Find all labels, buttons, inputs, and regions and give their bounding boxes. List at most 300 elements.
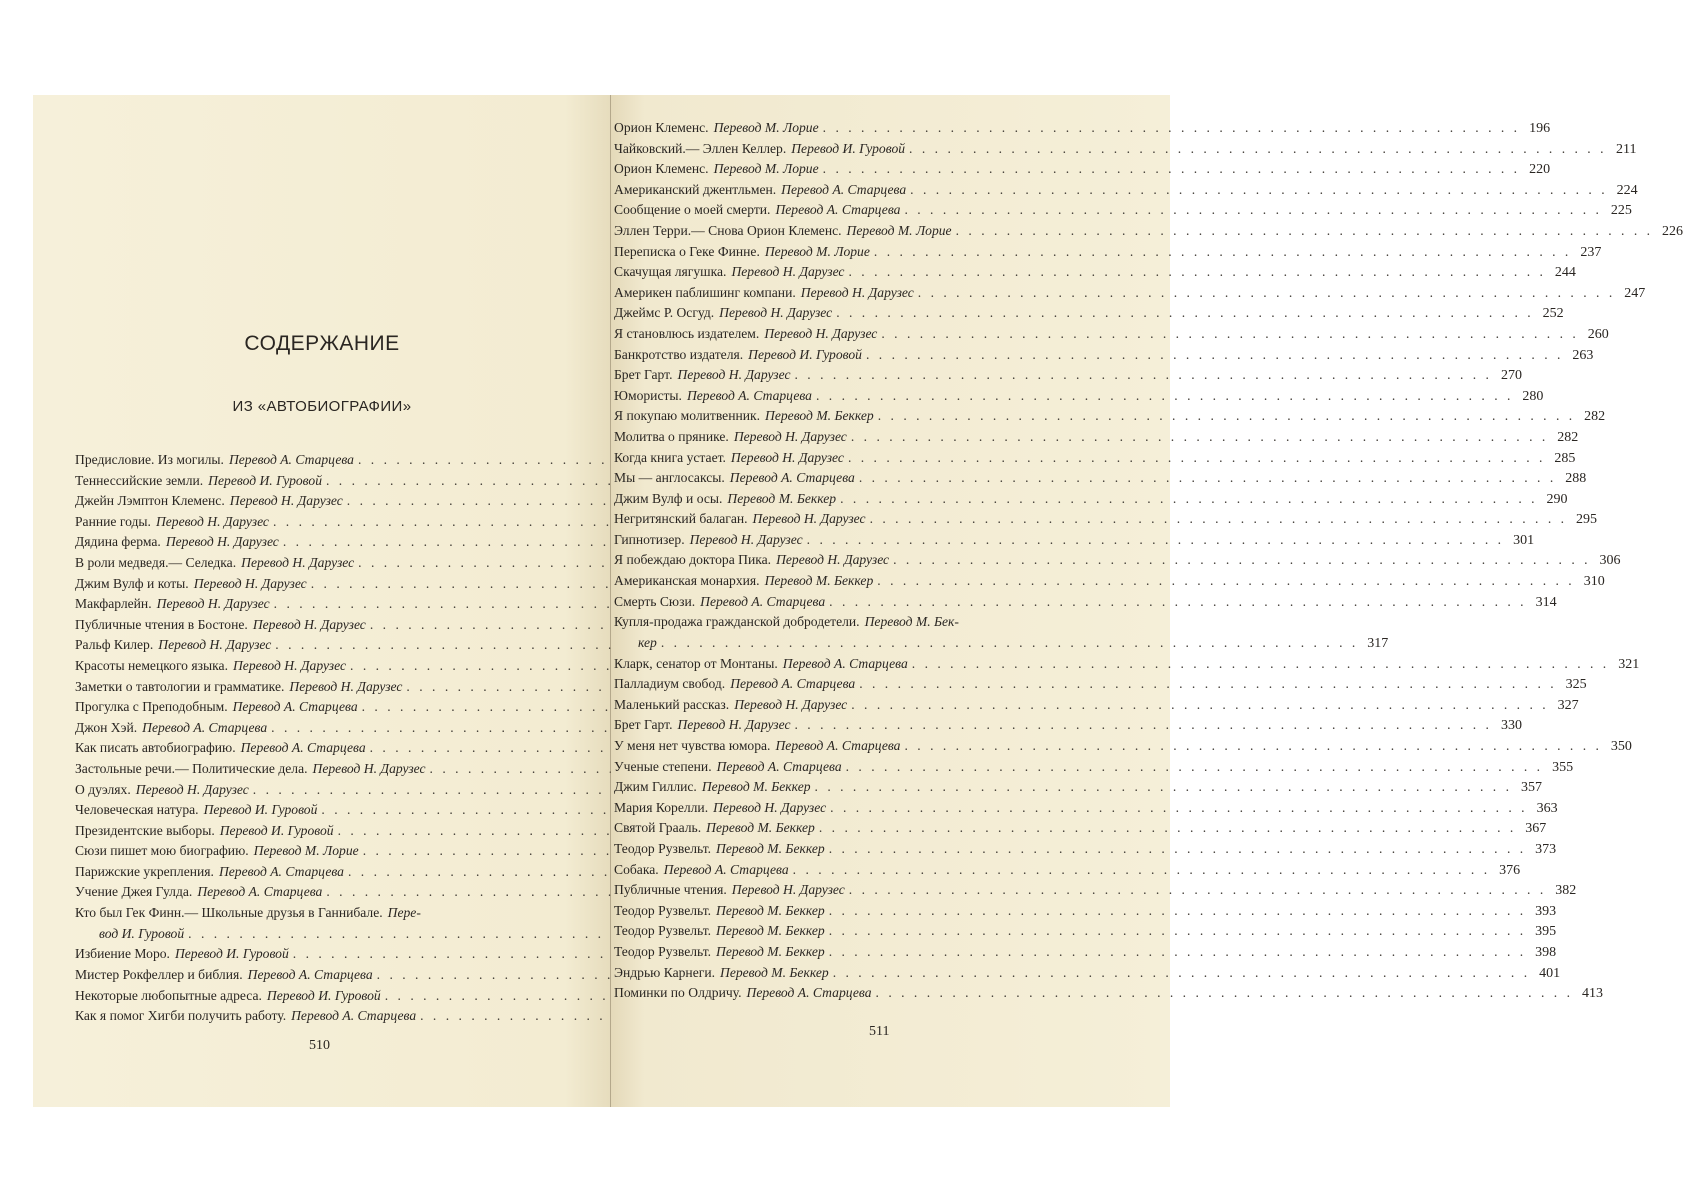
entry-title: Заметки о тавтологии и грамматике. <box>75 678 285 694</box>
entry-translator: Перевод Н. Дарузес <box>719 305 833 321</box>
leader-dots <box>846 759 1543 775</box>
toc-entry[interactable] <box>614 346 1594 368</box>
entry-translator: Перевод А. Старцева <box>746 985 872 1001</box>
toc-entry[interactable] <box>614 511 1598 532</box>
entry-page: 282 <box>1557 429 1579 445</box>
entry-title: Красоты немецкого языка. <box>75 657 228 673</box>
entry-page: 260 <box>1587 326 1609 342</box>
entry-translator: Перевод А. Старцева <box>240 740 366 756</box>
entry-translator: Перевод А. Старцева <box>730 676 856 692</box>
entry-page: 314 <box>1535 594 1557 610</box>
entry-page: 395 <box>1535 924 1557 940</box>
toc-entry[interactable] <box>614 655 1640 677</box>
leader-dots <box>870 511 1567 527</box>
entry-title: Смерть Сюзи. <box>614 593 696 609</box>
contents-title: СОДЕРЖАНИЕ <box>244 332 400 355</box>
leader-dots <box>830 800 1527 816</box>
toc-entry[interactable] <box>614 367 1522 388</box>
entry-page: 237 <box>1580 244 1602 260</box>
toc-entry[interactable] <box>75 596 595 617</box>
entry-title: Теннессийские земли. <box>75 472 204 488</box>
entry-title: Теодор Рузвельт. <box>614 923 712 939</box>
toc-list-left <box>75 452 595 1029</box>
entry-title: Американский джентльмен. <box>614 181 777 197</box>
entry-translator: Перевод Н. Дарузес <box>165 534 279 550</box>
entry-title: Брет Гарт. <box>614 717 673 733</box>
entry-page: 355 <box>1552 759 1574 775</box>
toc-entry[interactable] <box>75 967 595 988</box>
toc-entry[interactable] <box>614 738 1632 759</box>
entry-page: 295 <box>1576 512 1598 528</box>
entry-translator: Перевод М. Лорие <box>253 843 359 859</box>
toc-entry[interactable] <box>75 988 595 1009</box>
entry-page: 317 <box>1367 635 1389 651</box>
entry-translator: Перевод А. Старцева <box>775 738 901 754</box>
entry-title: Мистер Рокфеллер и библия. <box>75 967 243 983</box>
entry-title: Мы — англосаксы. <box>614 470 725 486</box>
toc-entry[interactable] <box>75 1008 595 1029</box>
leader-dots <box>807 532 1504 548</box>
toc-entry[interactable] <box>75 679 595 700</box>
entry-page: 393 <box>1535 903 1557 919</box>
entry-title: Учение Джея Гулда. <box>75 884 193 900</box>
leader-dots <box>829 594 1526 610</box>
entry-translator: Перевод А. Старцева <box>700 593 826 609</box>
leader-dots <box>910 182 1607 198</box>
entry-page: 290 <box>1546 491 1568 507</box>
entry-title: Кто был Гек Финн.— Школьные друзья в Ганнибале. <box>75 905 383 921</box>
entry-page: 285 <box>1554 450 1576 466</box>
toc-entry[interactable] <box>614 408 1606 429</box>
entry-title: В роли медведя.— Селедка. <box>75 554 237 570</box>
entry-title: Кларк, сенатор от Монтаны. <box>614 655 778 671</box>
entry-page: 327 <box>1557 697 1579 713</box>
leader-dots <box>836 305 1533 321</box>
entry-translator: Перевод М. Беккер <box>764 573 874 589</box>
entry-translator: Перевод А. Старцева <box>197 884 323 900</box>
entry-translator: Перевод М. Беккер <box>716 923 825 939</box>
toc-entry[interactable] <box>614 140 1637 162</box>
toc-entry[interactable] <box>75 946 595 967</box>
entry-title: Я становлюсь издателем. <box>614 325 760 341</box>
entry-page: 226 <box>1662 223 1683 239</box>
leader-dots <box>956 223 1653 239</box>
entry-translator: Перевод Н. Дарузес <box>689 531 803 547</box>
entry-page: 325 <box>1565 677 1587 693</box>
toc-entry[interactable] <box>614 120 1551 141</box>
entry-translator: Перевод И. Гуровой <box>748 346 862 362</box>
entry-translator: Перевод Н. Дарузес <box>193 575 307 591</box>
entry-page: 330 <box>1500 718 1522 734</box>
entry-title: Сообщение о моей смерти. <box>614 202 771 218</box>
entry-page: 263 <box>1572 347 1594 363</box>
entry-title: Макфарлейн. <box>75 596 152 612</box>
entry-title: Некоторые любопытные адреса. <box>75 987 262 1003</box>
toc-entry[interactable] <box>614 325 1609 347</box>
entry-translator: Перевод М. Беккер <box>701 779 811 795</box>
entry-translator: Перевод Н. Дарузес <box>229 493 343 509</box>
toc-entry[interactable] <box>75 699 595 720</box>
entry-translator: Перевод А. Старцева <box>142 719 268 735</box>
entry-title: У меня нет чувства юмора. <box>614 738 771 754</box>
toc-entry[interactable] <box>614 758 1574 780</box>
entry-translator: Перевод А. Старцева <box>663 861 789 877</box>
entry-translator: Перевод Н. Дарузес <box>776 552 890 568</box>
right-page <box>611 95 1683 1107</box>
toc-entry[interactable] <box>614 614 1389 655</box>
entry-title: Теодор Рузвельт. <box>614 943 712 959</box>
leader-dots <box>904 738 1601 754</box>
entry-title: Палладиум свобод. <box>614 676 726 692</box>
entry-page: 247 <box>1624 285 1646 301</box>
entry-translator: Перевод М. Беккер <box>716 943 825 959</box>
entry-page: 363 <box>1536 800 1558 816</box>
entry-translator-cont: кер <box>638 634 657 650</box>
entry-page: 225 <box>1610 203 1632 219</box>
entry-title: Американская монархия. <box>614 573 760 589</box>
entry-translator: Перевод И. Гуровой <box>203 802 318 818</box>
toc-entry[interactable] <box>614 593 1557 615</box>
entry-title: Как писать автобиографию. <box>75 740 236 756</box>
toc-entry[interactable] <box>75 884 595 905</box>
entry-page: 398 <box>1535 944 1557 960</box>
leader-dots <box>829 841 1526 857</box>
entry-translator: Перевод М. Беккер <box>720 964 829 980</box>
entry-title: Я покупаю молитвенник. <box>614 408 761 424</box>
leader-dots <box>859 676 1556 692</box>
entry-title: Застольные речи.— Политические дела. <box>75 760 308 776</box>
leader-dots <box>881 326 1578 342</box>
toc-entry[interactable] <box>614 264 1576 285</box>
entry-title: Эллен Терри.— Снова Орион Клеменс. <box>614 222 842 238</box>
entry-page: 367 <box>1525 821 1547 837</box>
leader-dots <box>849 882 1546 898</box>
leader-dots <box>866 347 1563 363</box>
entry-page: 288 <box>1565 471 1587 487</box>
toc-entry[interactable] <box>614 552 1621 573</box>
entry-title: Публичные чтения. <box>614 882 727 898</box>
entry-page: 350 <box>1610 739 1632 755</box>
leader-dots <box>819 820 1516 836</box>
entry-page: 220 <box>1529 162 1551 178</box>
entry-title: Негритянский балаган. <box>614 511 748 527</box>
entry-title: Я побеждаю доктора Пика. <box>614 552 772 568</box>
entry-translator: Перевод И. Гуровой <box>266 987 381 1003</box>
entry-title: Джим Вулф и коты. <box>75 575 189 591</box>
toc-entry[interactable] <box>614 861 1521 883</box>
leader-dots <box>833 965 1530 981</box>
leader-dots <box>851 429 1548 445</box>
entry-translator: Перевод М. Лорие <box>846 222 952 238</box>
toc-entry[interactable] <box>75 452 595 473</box>
entry-title: Скачущая лягушка. <box>614 264 727 280</box>
entry-page: 282 <box>1584 409 1606 425</box>
entry-translator: Перевод А. Старцева <box>291 1008 417 1024</box>
toc-entry[interactable] <box>614 387 1544 409</box>
entry-translator: Перевод А. Старцева <box>729 470 855 486</box>
leader-dots <box>829 903 1526 919</box>
entry-page: 280 <box>1522 388 1544 404</box>
entry-translator: Перевод Н. Дарузес <box>158 637 272 653</box>
toc-entry[interactable] <box>614 985 1603 1006</box>
entry-translator: Перевод А. Старцева <box>716 758 842 774</box>
entry-translator: Перевод Н. Дарузес <box>764 325 878 341</box>
entry-title: Гипнотизер. <box>614 531 685 547</box>
toc-entry[interactable] <box>75 473 595 494</box>
entry-title: Ранние годы. <box>75 513 151 529</box>
toc-entry[interactable] <box>614 820 1547 841</box>
leader-dots <box>795 717 1492 733</box>
toc-entry[interactable] <box>614 222 1683 244</box>
entry-translator: Перевод М. Бек- <box>864 614 959 630</box>
toc-entry[interactable] <box>75 843 595 864</box>
entry-translator: Перевод Н. Дарузес <box>155 513 269 529</box>
entry-title: Джон Хэй. <box>75 719 138 735</box>
toc-entry[interactable] <box>614 882 1577 903</box>
toc-entry[interactable] <box>75 740 595 761</box>
leader-dots <box>874 244 1571 260</box>
toc-entry[interactable] <box>614 799 1558 821</box>
entry-title: Сюзи пишет мою биографию. <box>75 843 249 859</box>
entry-translator: Перевод Н. Дарузес <box>252 616 366 632</box>
toc-entry[interactable] <box>75 617 595 638</box>
entry-page: 413 <box>1581 986 1603 1002</box>
entry-translator: Перевод А. Старцева <box>775 202 901 218</box>
entry-page: 224 <box>1616 182 1638 198</box>
page-number-left: 510 <box>309 1038 330 1053</box>
entry-translator: Перевод И. Гуровой <box>208 472 322 488</box>
leader-dots <box>840 491 1537 507</box>
entry-title: Орион Клеменс. <box>614 120 709 135</box>
entry-translator: Перевод Н. Дарузес <box>752 511 866 527</box>
entry-title: Джейн Лэмптон Клеменс. <box>75 493 225 509</box>
leader-dots <box>909 141 1606 157</box>
toc-entry[interactable] <box>614 717 1522 738</box>
entry-translator: Перевод А. Старцева <box>781 181 907 197</box>
entry-translator: Перевод Н. Дарузес <box>135 781 249 797</box>
toc-entry[interactable] <box>75 514 595 535</box>
toc-entry[interactable] <box>75 720 595 741</box>
entry-translator: Перевод Н. Дарузес <box>677 367 791 383</box>
entry-translator: Перевод Н. Дарузес <box>731 264 845 280</box>
entry-title: Теодор Рузвельт. <box>614 902 712 918</box>
entry-title: Избиение Моро. <box>75 946 170 962</box>
leader-dots <box>795 367 1492 383</box>
entry-page: 373 <box>1535 841 1557 857</box>
entry-title: О дуэлях. <box>75 781 131 797</box>
leader-dots <box>893 552 1590 568</box>
entry-translator: Перевод И. Гуровой <box>791 140 906 156</box>
entry-translator: Перевод Н. Дарузес <box>312 760 426 776</box>
page-number-right: 511 <box>869 1024 890 1039</box>
entry-translator: Перевод Н. Дарузес <box>241 554 355 570</box>
entry-title: Когда книга устает. <box>614 449 726 465</box>
entry-title: Парижские укрепления. <box>75 863 214 879</box>
entry-title: Эндрью Карнеги. <box>614 964 715 980</box>
leader-dots <box>829 923 1526 939</box>
toc-entry[interactable] <box>614 676 1587 697</box>
entry-page: 252 <box>1542 306 1564 322</box>
toc-entry[interactable] <box>75 576 595 597</box>
entry-translator: Перевод И. Гуровой <box>219 822 334 838</box>
entry-title: Юмористы. <box>614 387 682 403</box>
entry-translator: Перевод М. Беккер <box>716 902 825 918</box>
toc-entry[interactable] <box>614 284 1646 306</box>
entry-title: Джеймс Р. Осгуд. <box>614 305 715 321</box>
entry-title: Джим Гиллис. <box>614 779 697 795</box>
entry-title: Ученые степени. <box>614 758 712 774</box>
toc-entry[interactable] <box>614 964 1561 986</box>
leader-dots <box>912 656 1609 672</box>
entry-translator: Перевод Н. Дарузес <box>734 696 848 712</box>
section-title: ИЗ «АВТОБИОГРАФИИ» <box>232 398 412 415</box>
entry-translator: Перевод А. Старцева <box>247 967 373 983</box>
entry-translator: Перевод Н. Дарузес <box>713 799 827 815</box>
entry-page: 401 <box>1539 965 1561 981</box>
toc-entry[interactable] <box>75 658 595 679</box>
toc-entry[interactable] <box>614 902 1557 924</box>
entry-title: Собака. <box>614 861 659 877</box>
left-page <box>33 95 611 1107</box>
entry-title: Орион Клеменс. <box>614 161 709 177</box>
toc-entry[interactable] <box>75 823 595 844</box>
toc-entry[interactable] <box>614 840 1557 862</box>
toc-entry[interactable] <box>614 696 1579 718</box>
entry-translator: Перевод А. Старцева <box>782 655 908 671</box>
entry-page: 211 <box>1616 141 1637 157</box>
toc-list-right <box>614 120 1683 1006</box>
toc-entry[interactable] <box>614 202 1632 223</box>
toc-entry[interactable] <box>75 637 595 658</box>
entry-title: Купля-продажа гражданской добродетели. <box>614 614 860 630</box>
entry-translator: Перевод М. Лорие <box>713 161 819 177</box>
entry-translator: Перевод Н. Дарузес <box>156 596 270 612</box>
book-spread <box>33 95 1683 1107</box>
entry-translator: Перевод Н. Дарузес <box>677 717 791 733</box>
toc-entry[interactable] <box>614 161 1551 182</box>
entry-title: Дядина ферма. <box>75 534 161 550</box>
entry-title: Банкротство издателя. <box>614 346 744 362</box>
toc-entry[interactable] <box>614 531 1535 553</box>
toc-entry[interactable] <box>614 181 1638 203</box>
entry-title: Как я помог Хигби получить работу. <box>75 1008 287 1024</box>
leader-dots <box>848 450 1545 466</box>
entry-title: Президентские выборы. <box>75 822 215 838</box>
entry-translator: Перевод М. Беккер <box>765 408 874 424</box>
entry-translator: Перевод Н. Дарузес <box>733 428 847 444</box>
entry-page: 244 <box>1554 265 1576 281</box>
entry-translator: Перевод Н. Дарузес <box>232 657 347 673</box>
entry-title: Америкен паблишинг компани. <box>614 284 796 300</box>
leader-dots <box>904 202 1601 218</box>
entry-translator: Перевод А. Старцева <box>232 699 358 715</box>
leader-dots <box>816 388 1513 404</box>
entry-title: Человеческая натура. <box>75 802 199 818</box>
entry-translator: Перевод М. Беккер <box>706 820 815 836</box>
leader-dots <box>878 408 1575 424</box>
leader-dots <box>823 161 1520 177</box>
toc-entry[interactable] <box>75 555 595 576</box>
leader-dots <box>815 779 1512 795</box>
entry-translator: Перевод М. Беккер <box>716 840 825 856</box>
toc-entry[interactable] <box>614 470 1587 491</box>
entry-page: 306 <box>1599 553 1621 569</box>
entry-page: 357 <box>1520 780 1542 796</box>
toc-entry[interactable] <box>75 864 595 885</box>
toc-entry[interactable] <box>75 761 595 782</box>
entry-translator: Перевод М. Лорие <box>713 120 819 135</box>
entry-translator: Перевод А. Старцева <box>218 863 344 879</box>
toc-entry[interactable] <box>75 534 595 555</box>
entry-title: Предисловие. Из могилы. <box>75 452 224 467</box>
entry-title: Мария Корелли. <box>614 799 709 815</box>
leader-dots <box>793 862 1490 878</box>
entry-translator: Перевод Н. Дарузес <box>289 678 403 694</box>
entry-translator: Перевод Н. Дарузес <box>731 882 845 898</box>
entry-page: 376 <box>1499 862 1521 878</box>
entry-translator: Перевод М. Лорие <box>764 243 870 259</box>
entry-title: Публичные чтения в Бостоне. <box>75 616 248 632</box>
entry-page: 301 <box>1513 532 1535 548</box>
toc-entry[interactable] <box>614 305 1564 326</box>
entry-title: Прогулка с Преподобным. <box>75 699 228 715</box>
entry-page: 270 <box>1500 368 1522 384</box>
entry-translator: Перевод М. Беккер <box>727 490 837 506</box>
entry-translator: Перевод А. Старцева <box>686 387 812 403</box>
entry-page: 310 <box>1583 574 1605 590</box>
entry-page: 321 <box>1618 656 1640 672</box>
toc-entry[interactable] <box>75 493 595 514</box>
leader-dots <box>848 264 1545 280</box>
entry-title: Молитва о прянике. <box>614 428 729 444</box>
entry-page: 382 <box>1555 883 1577 899</box>
entry-title: Ральф Килер. <box>75 637 154 653</box>
toc-entry[interactable] <box>614 428 1579 450</box>
toc-entry[interactable] <box>614 573 1605 594</box>
toc-entry[interactable] <box>614 449 1576 471</box>
entry-title: Чайковский.— Эллен Келлер. <box>614 140 787 156</box>
entry-translator: Перевод Н. Дарузес <box>800 284 914 300</box>
entry-title: Поминки по Олдричу. <box>614 985 742 1001</box>
entry-page: 196 <box>1529 121 1551 136</box>
leader-dots <box>829 944 1526 960</box>
leader-dots <box>661 635 1358 651</box>
toc-entry[interactable] <box>614 243 1602 265</box>
entry-title: Святой Грааль. <box>614 820 702 836</box>
toc-entry[interactable] <box>75 782 595 803</box>
leader-dots <box>918 285 1615 301</box>
toc-entry[interactable] <box>75 905 595 946</box>
entry-translator: Перевод Н. Дарузес <box>730 449 844 465</box>
toc-entry[interactable] <box>614 490 1568 512</box>
leader-dots <box>851 697 1548 713</box>
toc-entry[interactable] <box>614 943 1557 965</box>
entry-title: Теодор Рузвельт. <box>614 840 712 856</box>
toc-entry[interactable] <box>614 779 1542 800</box>
toc-entry[interactable] <box>614 923 1557 944</box>
entry-title: Маленький рассказ. <box>614 696 730 712</box>
toc-entry[interactable] <box>75 802 595 823</box>
entry-translator-cont: вод И. Гуровой <box>99 925 185 941</box>
entry-title: Брет Гарт. <box>614 367 673 383</box>
entry-title: Джим Вулф и осы. <box>614 490 723 506</box>
leader-dots <box>859 470 1556 486</box>
leader-dots <box>876 985 1573 1001</box>
leader-dots <box>877 573 1574 589</box>
entry-translator: Пере- <box>387 905 421 921</box>
entry-translator: Перевод А. Старцева <box>228 452 354 467</box>
entry-translator: Перевод И. Гуровой <box>174 946 289 962</box>
